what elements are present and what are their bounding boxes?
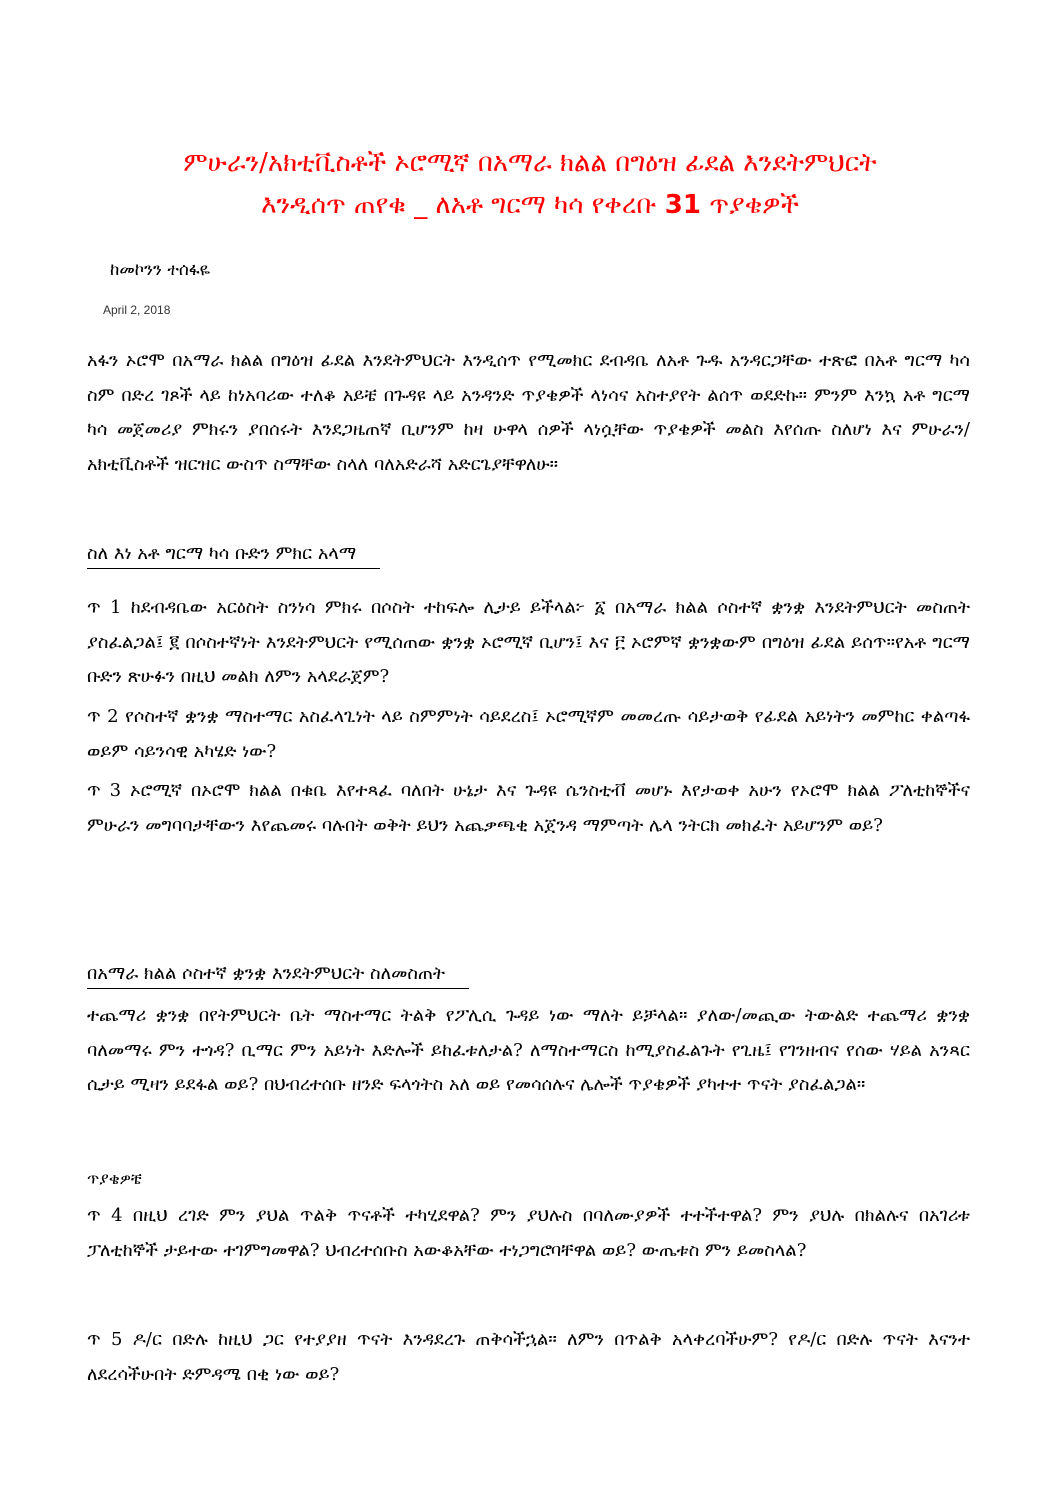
intro-paragraph: አፋን ኦሮሞ በአማራ ክልል በግዕዝ ፊደል እንደትምህርት እንዲሰጥ የሚመክር ደብዳቤ ለአቶ ጉዱ አንዳርጋቸው ተጽፎ በአቶ ግርማ ካሳ ስም በድረ ገጾች ላይ ከነአባሪው ተለቆ አይቼ በጉዳዩ ላይ አንዳንድ ጥያቄዎች ላነሳና አስተያየት ልሰጥ ወደድኩ። ምንም እንኳ አቶ ግርማ ካሳ መጀመሪያ ምክሩን ያበሰሩት እንደጋዜጠኛ ቢሆንም ከዛ ሁዋላ ሰዎች ላነሷቸው ጥያቄዎች መልስ እየሰጡ ስለሆነ እና ምሁራን/አክቲቪስቶች ዝርዝር ውስጥ ስማቸው ስላለ ባለአድራሻ አድርጌያቸዋለሁ። xyxy=(87,350,970,475)
title-line-2-prefix: እንዲሰጥ ጠየቁ _ ለአቶ ግርማ ካሳ የቀረቡ xyxy=(261,190,665,220)
title-line-2-suffix: ጥያቄዎች xyxy=(700,190,799,220)
question-5: ጥ 5 ዶ/ር በድሉ ከዚህ ጋር የተያያዘ ጥናት እንዳደረጉ ጠቅሳችኋል። ለምን በጥልቅ አላቀረባችሁም? የዶ/ር በድሉ ጥናት እናንተ ለደረሳችሁበት ድምዳሜ በቂ ነው ወይ? xyxy=(87,1329,970,1385)
publish-date: April 2, 2018 xyxy=(103,303,171,317)
section-2-paragraph: ተጨማሪ ቋንቋ በየትምህርት ቤት ማስተማር ትልቅ የፖሊሲ ጉዳይ ነው ማለት ይቻላል። ያለው/መጪው ትውልድ ተጨማሪ ቋንቋ ባለመማሩ ምን ተጎዳ? ቢማር ምን አይነት እድሎች ይከፈቱለታል? ለማስተማርስ ከሚያስፈልጉት የጊዜ፤ የገንዘብና የሰው ሃይል አንጻር ሲታይ ሚዛን ይደፋል ወይ? በህብረተሰቡ ዘንድ ፍላጎትስ አለ ወይ የመሳሰሉና ሌሎች ጥያቄዎች ያካተተ ጥናት ያስፈልጋል። xyxy=(87,1005,970,1095)
author-byline: ከመኮንን ተሰፋዬ xyxy=(110,260,211,280)
title-line-1: ምሁራን/አክቲቪስቶች ኦሮሚኛ በአማራ ክልል በግዕዝ ፊደል እንደትምህርት xyxy=(183,148,877,178)
question-2: ጥ 2 የሶስተኛ ቋንቋ ማስተማር አስፈላጊነት ላይ ስምምነት ሳይደረስ፤ ኦሮሚኛም መመረጡ ሳይታወቅ የፊደል አይነትን መምከር ቀልጣፋ ወይም ሳይንሳዊ አካሄድ ነው? xyxy=(87,706,970,762)
section-heading-third-language: በአማራ ክልል ሶስተኛ ቋንቋ እንደትምህርት ስለመስጠት xyxy=(87,960,469,989)
question-1: ጥ 1 ከደብዳቤው አርዕስት ስንነሳ ምክሩ በሶስት ተከፍሎ ሊታይ ይችላል፦ ፩ በአማራ ክልል ሶስተኛ ቋንቋ እንደትምህርት መስጠት ያስፈልጋል፤ ፪ በሶስተኛነት እንደትምህርት የሚሰጠው ቋንቋ ኦሮሚኛ ቢሆን፤ እና ፫ ኦሮምኛ ቋንቋውም በግዕዝ ፊደል ይሰጥ።የአቶ ግርማ ቡድን ጽሁፉን በዚህ መልክ ለምን አላደራጀም? xyxy=(87,597,970,687)
title-number: 31 xyxy=(664,190,701,220)
section-heading-purpose: ስለ እነ አቶ ግርማ ካሳ ቡድን ምክር አላማ xyxy=(87,540,380,569)
article-title xyxy=(90,142,970,226)
question-3: ጥ 3 ኦሮሚኛ በኦሮሞ ክልል በቁቤ እየተጻፈ ባለበት ሁኔታ እና ጉዳዩ ሴንስቲቭ መሆኑ እየታወቀ አሁን የኦሮሞ ክልል ፖለቲከኞችና ምሁራን መግባባታቸውን እየጨመሩ ባሉበት ወቅት ይህን አጨቃጫቂ አጀንዳ ማምጣት ሌላ ንትርክ መክፈት አይሆንም ወይ? xyxy=(87,780,970,836)
questions-label: ጥያቄዎቼ xyxy=(87,1169,142,1188)
question-4: ጥ 4 በዚህ ረገድ ምን ያህል ጥልቅ ጥናቶች ተካሂደዋል? ምን ያህሉስ በባለሙያዎች ተተችተዋል? ምን ያህሉ በክልሉና በአገሪቱ ፓለቲከኞች ታይተው ተገምግመዋል? ህብረተሰቡስ አውቆአቸው ተነጋግሮባቸዋል ወይ? ውጤቱስ ምን ይመስላል? xyxy=(87,1205,970,1261)
